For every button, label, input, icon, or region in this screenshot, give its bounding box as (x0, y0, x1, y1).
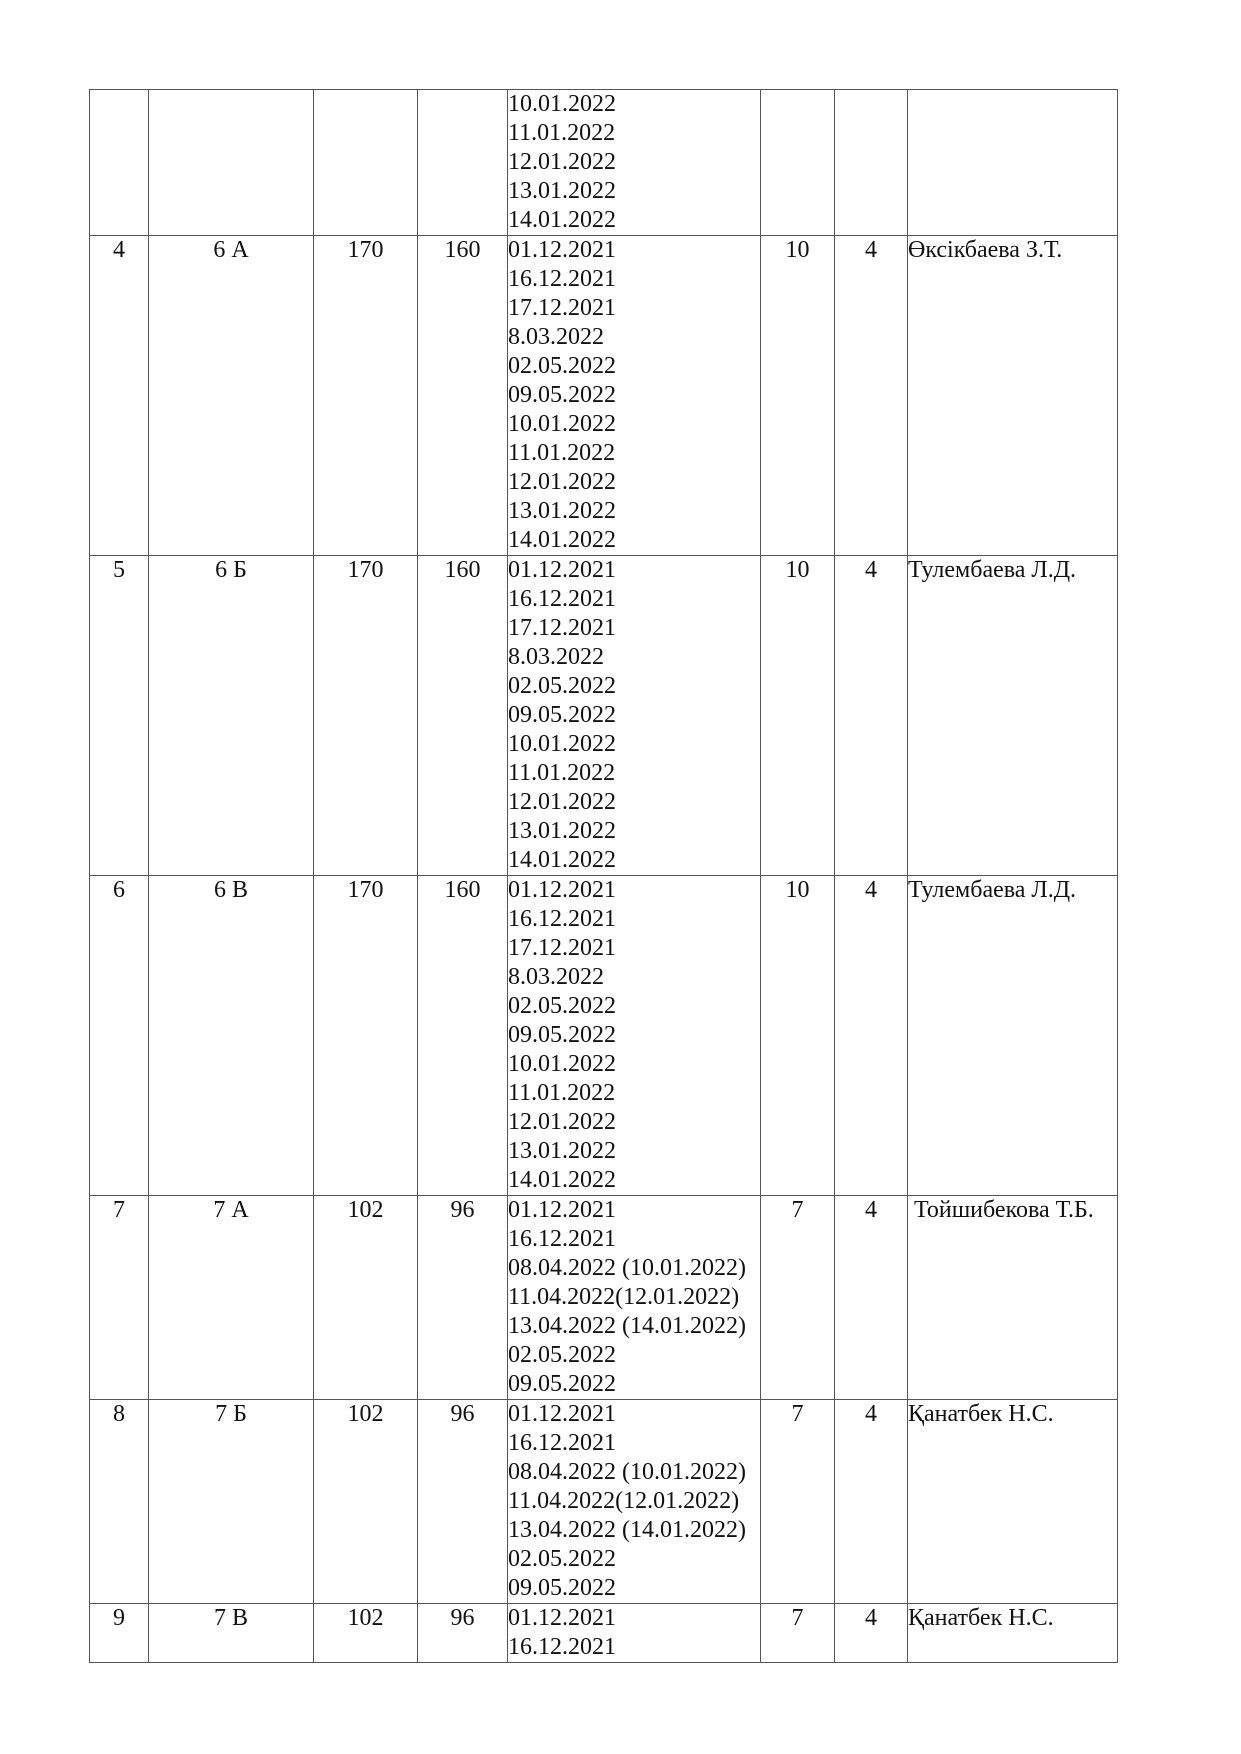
date-entry: 13.01.2022 (508, 1138, 616, 1164)
date-entry: 10.01.2022 (508, 411, 616, 437)
date-entry: 13.01.2022 (508, 178, 616, 204)
date-entry: 16.12.2021 (508, 266, 616, 292)
date-entry: 8.03.2022 (508, 644, 604, 670)
date-entry: 16.12.2021 (508, 586, 616, 612)
row-number-cell: 9 (90, 1604, 149, 1663)
row-number-cell: 6 (90, 876, 149, 1196)
date-entry: 09.05.2022 (508, 382, 616, 408)
date-entry: 01.12.2021 (508, 877, 616, 903)
date-entry: 02.05.2022 (508, 353, 616, 379)
date-entry: 10.01.2022 (508, 731, 616, 757)
teacher-cell: Тулембаева Л.Д. (908, 876, 1118, 1196)
missed-hours-cell: 10 (761, 236, 835, 556)
date-entry: 13.01.2022 (508, 818, 616, 844)
teacher-cell: Қанатбек Н.С. (908, 1604, 1118, 1663)
date-entry: 16.12.2021 (508, 906, 616, 932)
table-row (90, 1400, 1118, 1604)
row-number-cell: 7 (90, 1196, 149, 1400)
actual-hours-cell: 160 (418, 876, 508, 1196)
date-entry: 12.01.2022 (508, 789, 616, 815)
date-entry: 13.04.2022 (14.01.2022) (508, 1517, 746, 1543)
total-hours-cell: 170 (314, 236, 418, 556)
date-entry: 16.12.2021 (508, 1430, 616, 1456)
dates-cell (508, 1604, 761, 1663)
total-hours-cell: 102 (314, 1400, 418, 1604)
extra-hours-cell: 4 (835, 1604, 908, 1663)
date-entry: 08.04.2022 (10.01.2022) (508, 1255, 746, 1281)
actual-hours-cell: 160 (418, 556, 508, 876)
table-row (90, 236, 1118, 556)
date-entry: 01.12.2021 (508, 557, 616, 583)
total-hours-cell (314, 90, 418, 236)
actual-hours-cell: 160 (418, 236, 508, 556)
teacher-cell (908, 90, 1118, 236)
date-entry: 02.05.2022 (508, 993, 616, 1019)
extra-hours-cell (835, 90, 908, 236)
dates-cell (508, 556, 761, 876)
total-hours-cell: 102 (314, 1196, 418, 1400)
date-entry: 12.01.2022 (508, 149, 616, 175)
row-number-cell (90, 90, 149, 236)
actual-hours-cell: 96 (418, 1196, 508, 1400)
date-entry: 09.05.2022 (508, 1371, 616, 1397)
row-number-cell: 8 (90, 1400, 149, 1604)
table-row (90, 556, 1118, 876)
date-entry: 8.03.2022 (508, 324, 604, 350)
class-cell: 7 А (149, 1196, 314, 1400)
total-hours-cell: 102 (314, 1604, 418, 1663)
date-entry: 13.04.2022 (14.01.2022) (508, 1313, 746, 1339)
date-entry: 01.12.2021 (508, 1197, 616, 1223)
row-number-cell: 5 (90, 556, 149, 876)
date-entry: 02.05.2022 (508, 1342, 616, 1368)
total-hours-cell: 170 (314, 556, 418, 876)
date-entry: 11.01.2022 (508, 120, 616, 146)
schedule-table (89, 89, 1118, 1663)
dates-cell (508, 876, 761, 1196)
teacher-cell: Өксікбаева З.Т. (908, 236, 1118, 556)
date-entry: 16.12.2021 (508, 1226, 616, 1252)
table-row (90, 1604, 1118, 1663)
date-entry: 11.01.2022 (508, 1080, 616, 1106)
dates-cell (508, 90, 761, 236)
extra-hours-cell: 4 (835, 236, 908, 556)
extra-hours-cell: 4 (835, 876, 908, 1196)
missed-hours-cell: 10 (761, 876, 835, 1196)
date-entry: 12.01.2022 (508, 1109, 616, 1135)
teacher-cell: Тулембаева Л.Д. (908, 556, 1118, 876)
actual-hours-cell (418, 90, 508, 236)
date-entry: 10.01.2022 (508, 1051, 616, 1077)
date-entry: 02.05.2022 (508, 673, 616, 699)
date-entry: 17.12.2021 (508, 615, 616, 641)
date-entry: 11.01.2022 (508, 440, 616, 466)
date-entry: 13.01.2022 (508, 498, 616, 524)
date-entry: 10.01.2022 (508, 91, 616, 117)
class-cell: 6 А (149, 236, 314, 556)
class-cell (149, 90, 314, 236)
teacher-cell: Тойшибекова Т.Б. (908, 1196, 1118, 1400)
total-hours-cell: 170 (314, 876, 418, 1196)
date-entry: 8.03.2022 (508, 964, 604, 990)
date-entry: 17.12.2021 (508, 935, 616, 961)
date-entry: 11.04.2022(12.01.2022) (508, 1488, 740, 1514)
teacher-cell: Қанатбек Н.С. (908, 1400, 1118, 1604)
date-entry: 09.05.2022 (508, 1022, 616, 1048)
dates-cell (508, 1400, 761, 1604)
date-entry: 09.05.2022 (508, 702, 616, 728)
extra-hours-cell: 4 (835, 1196, 908, 1400)
date-entry: 02.05.2022 (508, 1546, 616, 1572)
date-entry: 12.01.2022 (508, 469, 616, 495)
class-cell: 7 Б (149, 1400, 314, 1604)
date-entry: 08.04.2022 (10.01.2022) (508, 1459, 746, 1485)
date-entry: 14.01.2022 (508, 1167, 616, 1193)
missed-hours-cell: 7 (761, 1604, 835, 1663)
dates-cell (508, 1196, 761, 1400)
date-entry: 14.01.2022 (508, 847, 616, 873)
missed-hours-cell: 7 (761, 1400, 835, 1604)
actual-hours-cell: 96 (418, 1400, 508, 1604)
table-row (90, 876, 1118, 1196)
date-entry: 14.01.2022 (508, 207, 616, 233)
table-body (90, 90, 1118, 1663)
class-cell: 7 В (149, 1604, 314, 1663)
date-entry: 01.12.2021 (508, 237, 616, 263)
date-entry: 11.01.2022 (508, 760, 616, 786)
table-row (90, 90, 1118, 236)
extra-hours-cell: 4 (835, 556, 908, 876)
date-entry: 09.05.2022 (508, 1575, 616, 1601)
class-cell: 6 Б (149, 556, 314, 876)
date-entry: 01.12.2021 (508, 1605, 616, 1631)
missed-hours-cell: 10 (761, 556, 835, 876)
date-entry: 01.12.2021 (508, 1401, 616, 1427)
date-entry: 16.12.2021 (508, 1634, 616, 1660)
table-row (90, 1196, 1118, 1400)
missed-hours-cell: 7 (761, 1196, 835, 1400)
dates-cell (508, 236, 761, 556)
date-entry: 11.04.2022(12.01.2022) (508, 1284, 740, 1310)
date-entry: 14.01.2022 (508, 527, 616, 553)
row-number-cell: 4 (90, 236, 149, 556)
date-entry: 17.12.2021 (508, 295, 616, 321)
missed-hours-cell (761, 90, 835, 236)
actual-hours-cell: 96 (418, 1604, 508, 1663)
extra-hours-cell: 4 (835, 1400, 908, 1604)
class-cell: 6 В (149, 876, 314, 1196)
